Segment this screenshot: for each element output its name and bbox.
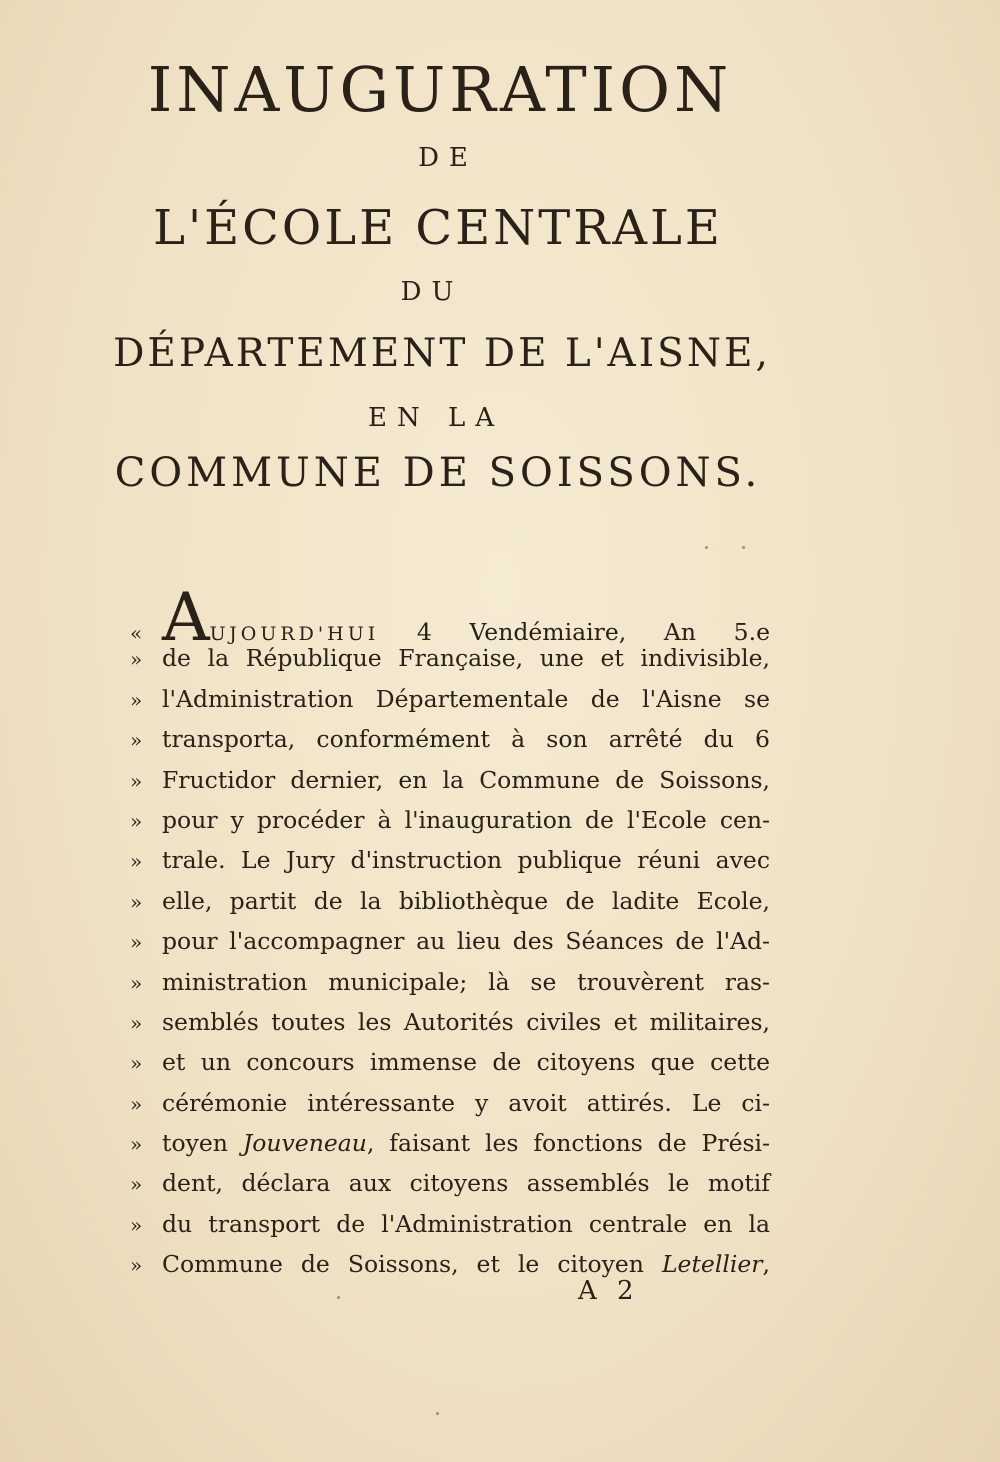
title-departement: DÉPARTEMENT DE L'AISNE, [113, 331, 771, 376]
text-segment: , faisant les fonctions de Prési- [366, 1129, 770, 1158]
quote-mark: » [130, 768, 143, 793]
line-text: dent, déclara aux citoyens assemblés le motif [162, 1169, 770, 1198]
line-text: transporta, conformément à son arrêté du 6 [162, 725, 770, 754]
line-text: Fructidor dernier, en la Commune de Soissons, [162, 765, 770, 794]
body-line [130, 760, 770, 800]
body-line [130, 1083, 770, 1123]
name-jouveneau: Jouveneau [242, 1129, 367, 1158]
body-line [130, 921, 770, 961]
body-line [130, 800, 770, 840]
title-du: DU [400, 277, 464, 307]
body-line [130, 881, 770, 921]
quote-mark: » [130, 647, 143, 672]
ink-speck [705, 546, 708, 549]
body-line [130, 1123, 770, 1163]
quote-mark: » [130, 1212, 143, 1237]
title-ecole-centrale: L'ÉCOLE CENTRALE [153, 200, 723, 256]
quote-mark: » [130, 1253, 143, 1278]
name-letellier: Letellier [661, 1250, 763, 1279]
small-caps-word: UJOURD'HUI [209, 623, 380, 645]
body-line [130, 1244, 770, 1284]
quote-mark: » [130, 687, 143, 712]
ink-speck [436, 1412, 439, 1415]
line-text: semblés toutes les Autorités civiles et militaires, [162, 1007, 770, 1036]
body-line [130, 1042, 770, 1082]
title-en-la: EN LA [367, 403, 505, 433]
body-line [130, 679, 770, 719]
line-text [162, 1244, 770, 1284]
line-text: de la République Française, une et indivisible, [162, 644, 770, 673]
quote-mark: » [130, 889, 143, 914]
body-paragraph [130, 579, 770, 1285]
body-line [130, 840, 770, 880]
quote-mark: » [130, 1132, 143, 1157]
first-line-rest: 4 Vendémiaire, An 5.e [416, 618, 770, 646]
body-line [130, 962, 770, 1002]
ink-speck [742, 546, 745, 549]
title-inauguration: INAUGURATION [147, 53, 733, 126]
line-text: du transport de l'Administration centrale en la [162, 1209, 770, 1238]
quote-mark: » [130, 728, 143, 753]
quote-mark: » [130, 1091, 143, 1116]
line-text: l'Administration Départementale de l'Aisne se [162, 684, 770, 713]
body-line [130, 719, 770, 759]
line-text: trale. Le Jury d'instruction publique réuni avec [162, 846, 770, 875]
text-segment: , [762, 1250, 770, 1279]
quote-mark: » [130, 970, 143, 995]
text-segment: Commune de Soissons, et le citoyen [162, 1250, 644, 1279]
drop-cap: A [162, 579, 210, 656]
text-segment: toyen [162, 1129, 228, 1158]
quote-mark: » [130, 930, 143, 955]
title-commune: COMMUNE DE SOISSONS. [114, 450, 762, 496]
line-text: pour y procéder à l'inauguration de l'Ecole cen- [162, 805, 770, 834]
ink-speck [337, 1296, 340, 1299]
line-text: elle, partit de la bibliothèque de ladite Ecole, [162, 886, 770, 915]
line-text: pour l'accompagner au lieu des Séances de l'Ad- [162, 927, 770, 956]
quote-mark: » [130, 849, 143, 874]
quote-mark: « [130, 621, 143, 645]
quote-mark: » [130, 1051, 143, 1076]
title-de: DE [418, 143, 478, 173]
body-line-1 [130, 579, 770, 656]
line-text: cérémonie intéressante y avoit attirés. Le ci- [162, 1088, 770, 1117]
signature-mark: A 2 [578, 1276, 640, 1306]
line-text: et un concours immense de citoyens que cette [162, 1048, 770, 1077]
quote-mark: » [130, 1172, 143, 1197]
quote-mark: » [130, 1010, 143, 1035]
body-line [130, 1204, 770, 1244]
line-text [162, 1123, 770, 1163]
body-line [130, 1163, 770, 1203]
line-text: ministration municipale; là se trouvèrent ras- [162, 967, 770, 996]
quote-mark: » [130, 808, 143, 833]
body-line [130, 1002, 770, 1042]
body-line [130, 638, 770, 678]
